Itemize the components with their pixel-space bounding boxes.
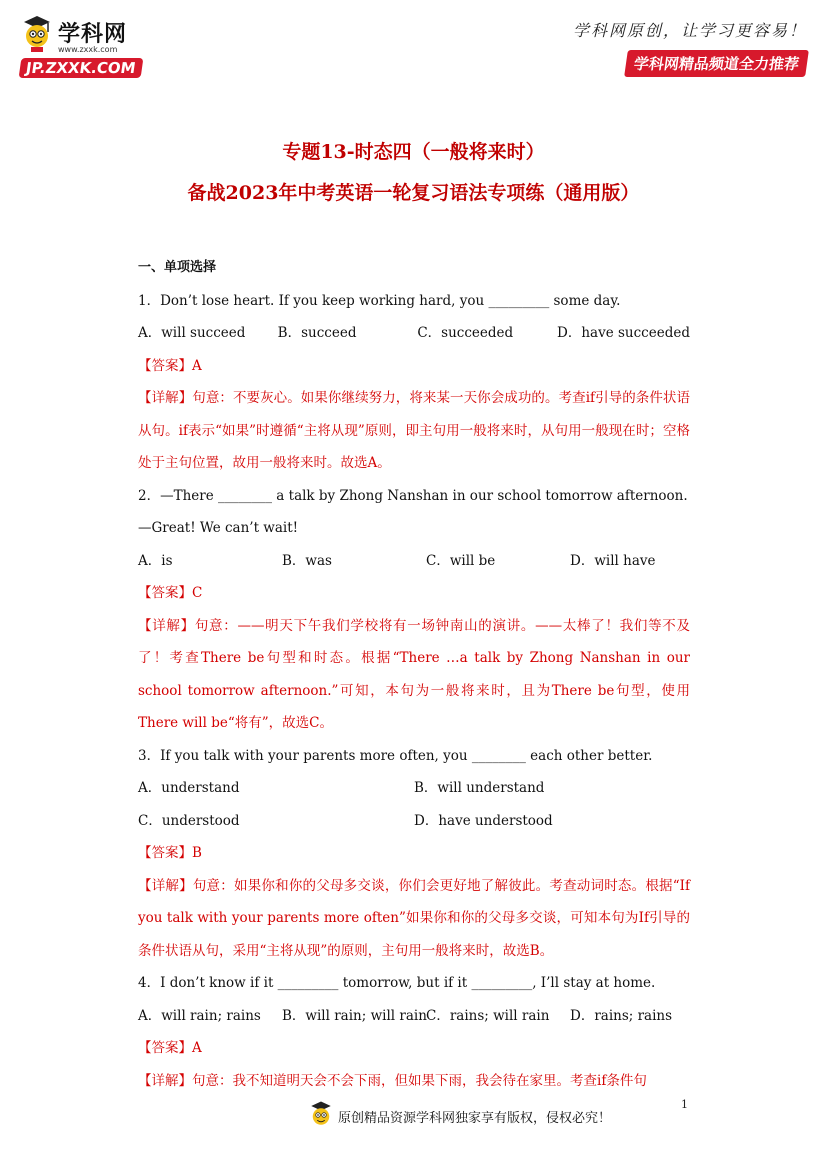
mascot-icon <box>308 1100 334 1130</box>
site-badge[interactable]: JP.ZXXK.COM <box>19 58 143 78</box>
option-d: D．rains; rains <box>570 1007 673 1024</box>
question-2 <box>138 480 690 740</box>
option-a: A．will rain; rains <box>138 1007 261 1024</box>
question-options <box>138 545 690 578</box>
question-options <box>138 772 690 805</box>
slogan: 学科网原创，让学习更容易！ <box>572 21 807 40</box>
question-options <box>138 805 690 838</box>
question-stem: 3．If you talk with your parents more often, you ________ each other better. <box>138 747 653 764</box>
page-number: 1 <box>681 1098 688 1111</box>
question-stem-reply: —Great! We can’t wait! <box>138 520 299 536</box>
option-d: D．have understood <box>414 812 553 829</box>
option-a: A．will succeed <box>138 325 246 341</box>
document-title: 专题13-时态四（一般将来时） <box>282 141 545 163</box>
answer: 【答案】A <box>138 1040 202 1056</box>
footer <box>308 1100 708 1130</box>
option-b: B．was <box>282 552 332 569</box>
option-b: B．succeed <box>277 325 357 341</box>
answer: 【答案】C <box>138 585 203 601</box>
question-1 <box>138 285 690 480</box>
explanation: 【详解】句意：如果你和你的父母多交谈，你们会更好地了解彼此。考查动词时态。根据“If you talk with your parents more often”如果你和你的父母多交谈，可知本句为If引导的条件状语从句，采用“主将从现”的原则，主句用一般将来时，故选B。 <box>138 877 690 959</box>
option-b: B．will rain; will rain <box>282 1007 427 1024</box>
section-heading: 一、单项选择 <box>138 260 217 275</box>
option-b: B．will understand <box>414 780 545 796</box>
recommend-banner[interactable]: 学科网精品频道全力推荐 <box>624 50 809 77</box>
copyright-notice: 原创精品资源学科网独家享有版权，侵权必究！ <box>338 1111 612 1126</box>
brand-name: 学科网 <box>58 22 128 47</box>
question-stem: 4．I don’t know if it _________ tomorrow, but if it _________, I’ll stay at home. <box>138 975 656 991</box>
answer: 【答案】A <box>138 357 202 374</box>
question-options <box>138 1000 690 1033</box>
option-a: A．understand <box>138 780 240 796</box>
question-stem: 2．—There ________ a talk by Zhong Nanshan in our school tomorrow afternoon. <box>138 487 688 504</box>
brand-url: www.zxxk.com <box>58 45 118 54</box>
option-c: C．succeeded <box>417 325 514 341</box>
document-subtitle: 备战2023年中考英语一轮复习语法专项练（通用版） <box>187 182 640 204</box>
option-a: A．is <box>138 552 173 569</box>
option-c: C．rains; will rain <box>426 1007 550 1024</box>
explanation: 【详解】句意：——明天下午我们学校将有一场钟南山的演讲。——太棒了！我们等不及了！考查There be句型和时态。根据“There …a talk by Zhong Nanshan in our school tomorrow afternoon.”可知，本句为一般将来时，且为There be句型，使用There will be“将有”，故选C。 <box>138 617 690 731</box>
option-d: D．have succeeded <box>557 325 690 341</box>
option-c: C．understood <box>138 812 240 829</box>
question-3 <box>138 740 690 968</box>
mascot-icon <box>20 14 54 54</box>
answer: 【答案】B <box>138 845 202 861</box>
question-stem: 1．Don’t lose heart. If you keep working hard, you _________ some day. <box>138 292 621 309</box>
question-4 <box>138 967 690 1097</box>
site-logo[interactable] <box>20 14 160 78</box>
question-options <box>138 317 690 350</box>
explanation: 【详解】句意：不要灰心。如果你继续努力，将来某一天你会成功的。考查if引导的条件状语从句。if表示“如果”时遵循“主将从现”原则，即主句用一般将来时，从句用一般现在时；空格处于主句位置，故用一般将来时。故选A。 <box>138 390 690 471</box>
explanation: 【详解】句意：我不知道明天会不会下雨，但如果下雨，我会待在家里。考查if条件句 <box>138 1072 647 1089</box>
option-c: C．will be <box>426 552 496 569</box>
option-d: D．will have <box>570 552 656 569</box>
document-body <box>138 252 690 1097</box>
